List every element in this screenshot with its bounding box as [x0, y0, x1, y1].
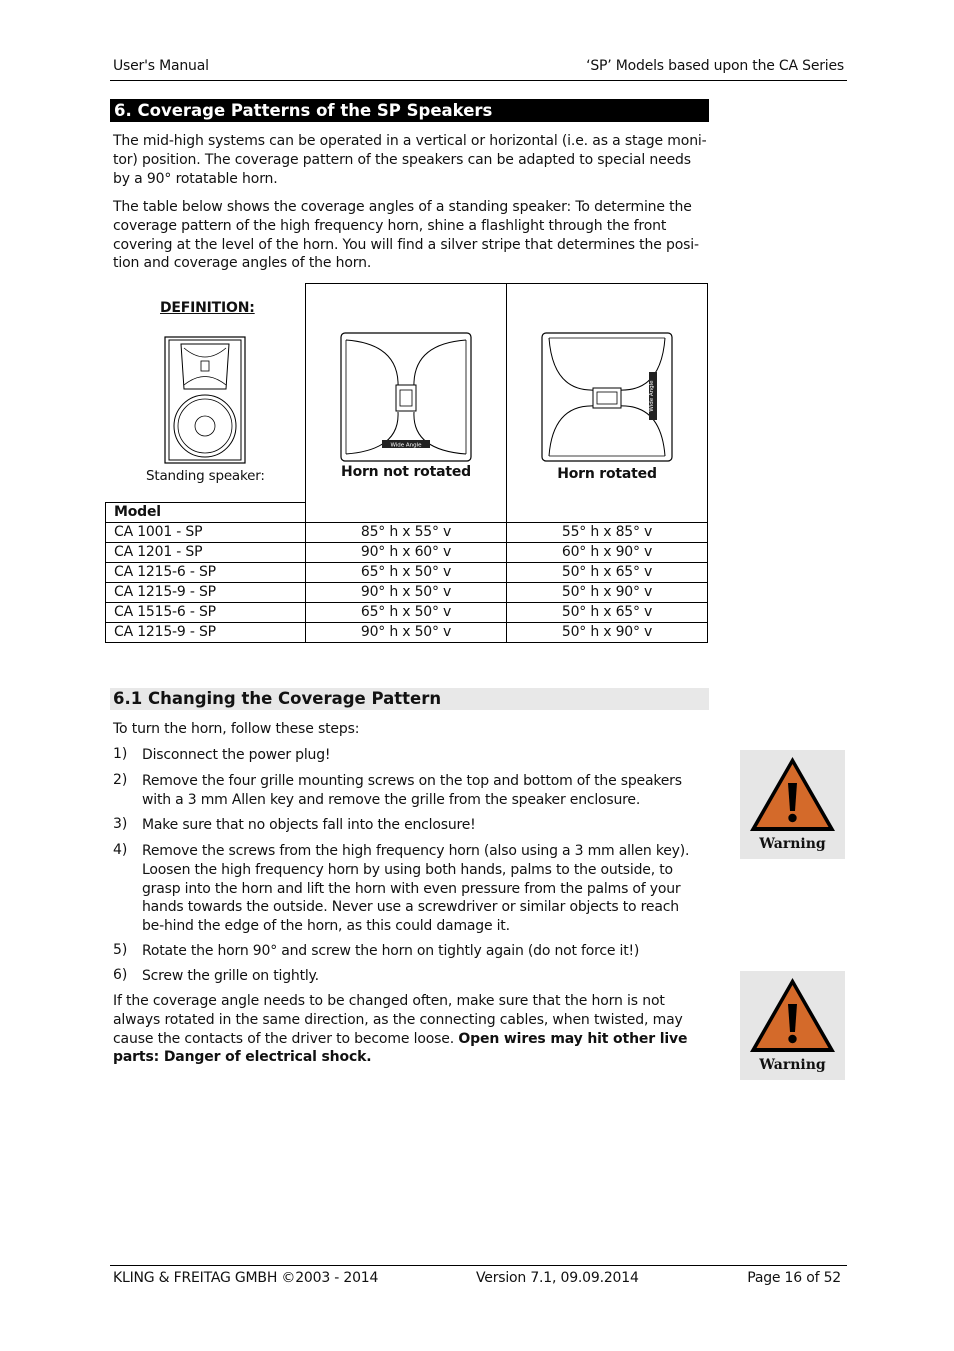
closing-text: If the coverage angle needs to be changed often, make sure that the horn is not always rotated in the same direction, as the connecting cables, when twisted, may cause the contacts of the driver to become loose.: [113, 993, 683, 1047]
rotated-cell: 50° h x 90° v: [561, 624, 653, 640]
model-cell: CA 1215-6 - SP: [114, 564, 216, 580]
warning-triangle-icon: [748, 755, 837, 833]
step-text: Remove the screws from the high frequency horn (also using a 3 mm allen key). Loosen the high frequency horn by using both hands, palms to the outside, to grasp into the horn and lift the horn with even pressure from the palms of your hands towards the outside. Never use a screwdriver or similar objects to reach be-hind the edge of the horn, as this could damage it.: [142, 843, 690, 935]
warning-triangle-icon: [748, 976, 837, 1054]
not-rotated-cell: 90° h x 50° v: [360, 584, 452, 600]
subsection-title: 6.1 Changing the Coverage Pattern: [110, 688, 709, 710]
header-divider: [110, 80, 847, 81]
not-rotated-cell: 85° h x 55° v: [360, 524, 452, 540]
footer-divider: [110, 1265, 847, 1266]
rotated-cell: 60° h x 90° v: [561, 544, 653, 560]
header-right: ‘SP’ Models based upon the CA Series: [586, 58, 844, 74]
step-number: 4): [113, 842, 128, 858]
section-title: 6. Coverage Patterns of the SP Speakers: [110, 99, 709, 122]
horn-not-rotated-icon: [340, 332, 472, 462]
model-cell: CA 1001 - SP: [114, 524, 203, 540]
closing-warning-text: Open wires may hit other live parts: Danger of electrical shock.: [113, 1030, 688, 1066]
section-paragraph-1: The mid-high systems can be operated in a vertical or horizontal (i.e. as a stage moni-tor) position. The coverage pattern of the speakers can be adapted to special needs by a 90° rotatable horn.: [113, 133, 707, 187]
not-rotated-cell: 90° h x 50° v: [360, 624, 452, 640]
model-cell: CA 1201 - SP: [114, 544, 203, 560]
step-text: Screw the grille on tightly.: [142, 968, 319, 984]
rotated-cell: 50° h x 90° v: [561, 584, 653, 600]
footer-version: Version 7.1, 09.09.2014: [476, 1270, 639, 1286]
warning-label: Warning: [759, 1057, 826, 1073]
model-cell: CA 1215-9 - SP: [114, 624, 216, 640]
definition-label: DEFINITION:: [160, 300, 255, 316]
rotated-cell: 55° h x 85° v: [561, 524, 653, 540]
horn-rotated-icon: [541, 332, 673, 462]
standing-speaker-icon: [164, 336, 246, 464]
step-number: 1): [113, 746, 128, 762]
header-left: User's Manual: [113, 58, 209, 74]
step-text: Rotate the horn 90° and screw the horn on tightly again (do not force it!): [142, 943, 640, 959]
closing-paragraph: [113, 992, 709, 1067]
footer-page-number: Page 16 of 52: [747, 1270, 841, 1286]
horn-badge-text-rotated: Wide Angle: [649, 380, 655, 412]
step-number: 3): [113, 816, 128, 832]
step-number: 2): [113, 772, 128, 788]
footer-company: KLING & FREITAG GMBH ©2003 - 2014: [113, 1270, 379, 1286]
warning-box: [740, 971, 845, 1080]
rotated-cell: 50° h x 65° v: [561, 564, 653, 580]
model-cell: CA 1215-9 - SP: [114, 584, 216, 600]
not-rotated-cell: 65° h x 50° v: [360, 564, 452, 580]
col-horn-not-rotated: Horn not rotated: [341, 464, 471, 480]
warning-box: [740, 750, 845, 859]
rotated-cell: 50° h x 65° v: [561, 604, 653, 620]
model-header: Model: [114, 504, 161, 520]
step-text: Make sure that no objects fall into the enclosure!: [142, 817, 476, 833]
horn-badge-text: Wide Angle: [390, 442, 422, 449]
step-number: 6): [113, 967, 128, 983]
not-rotated-cell: 65° h x 50° v: [360, 604, 452, 620]
warning-label: Warning: [759, 836, 826, 852]
step-text: Remove the four grille mounting screws on the top and bottom of the speakers with a 3 mm Allen key and remove the grille from the speaker enclosure.: [142, 773, 682, 808]
col-horn-rotated: Horn rotated: [557, 466, 657, 482]
not-rotated-cell: 90° h x 60° v: [360, 544, 452, 560]
step-number: 5): [113, 942, 128, 958]
steps-intro: To turn the horn, follow these steps:: [113, 721, 360, 737]
section-paragraph-2: The table below shows the coverage angles of a standing speaker: To determine the coverage pattern of the high frequency horn, shine a flashlight through the front covering at the level of the horn. You will find a silver stripe that determines the posi-tion and coverage angles of the horn.: [113, 199, 699, 272]
step-text: Disconnect the power plug!: [142, 747, 331, 763]
model-cell: CA 1515-6 - SP: [114, 604, 216, 620]
standing-speaker-label: Standing speaker:: [146, 468, 265, 484]
